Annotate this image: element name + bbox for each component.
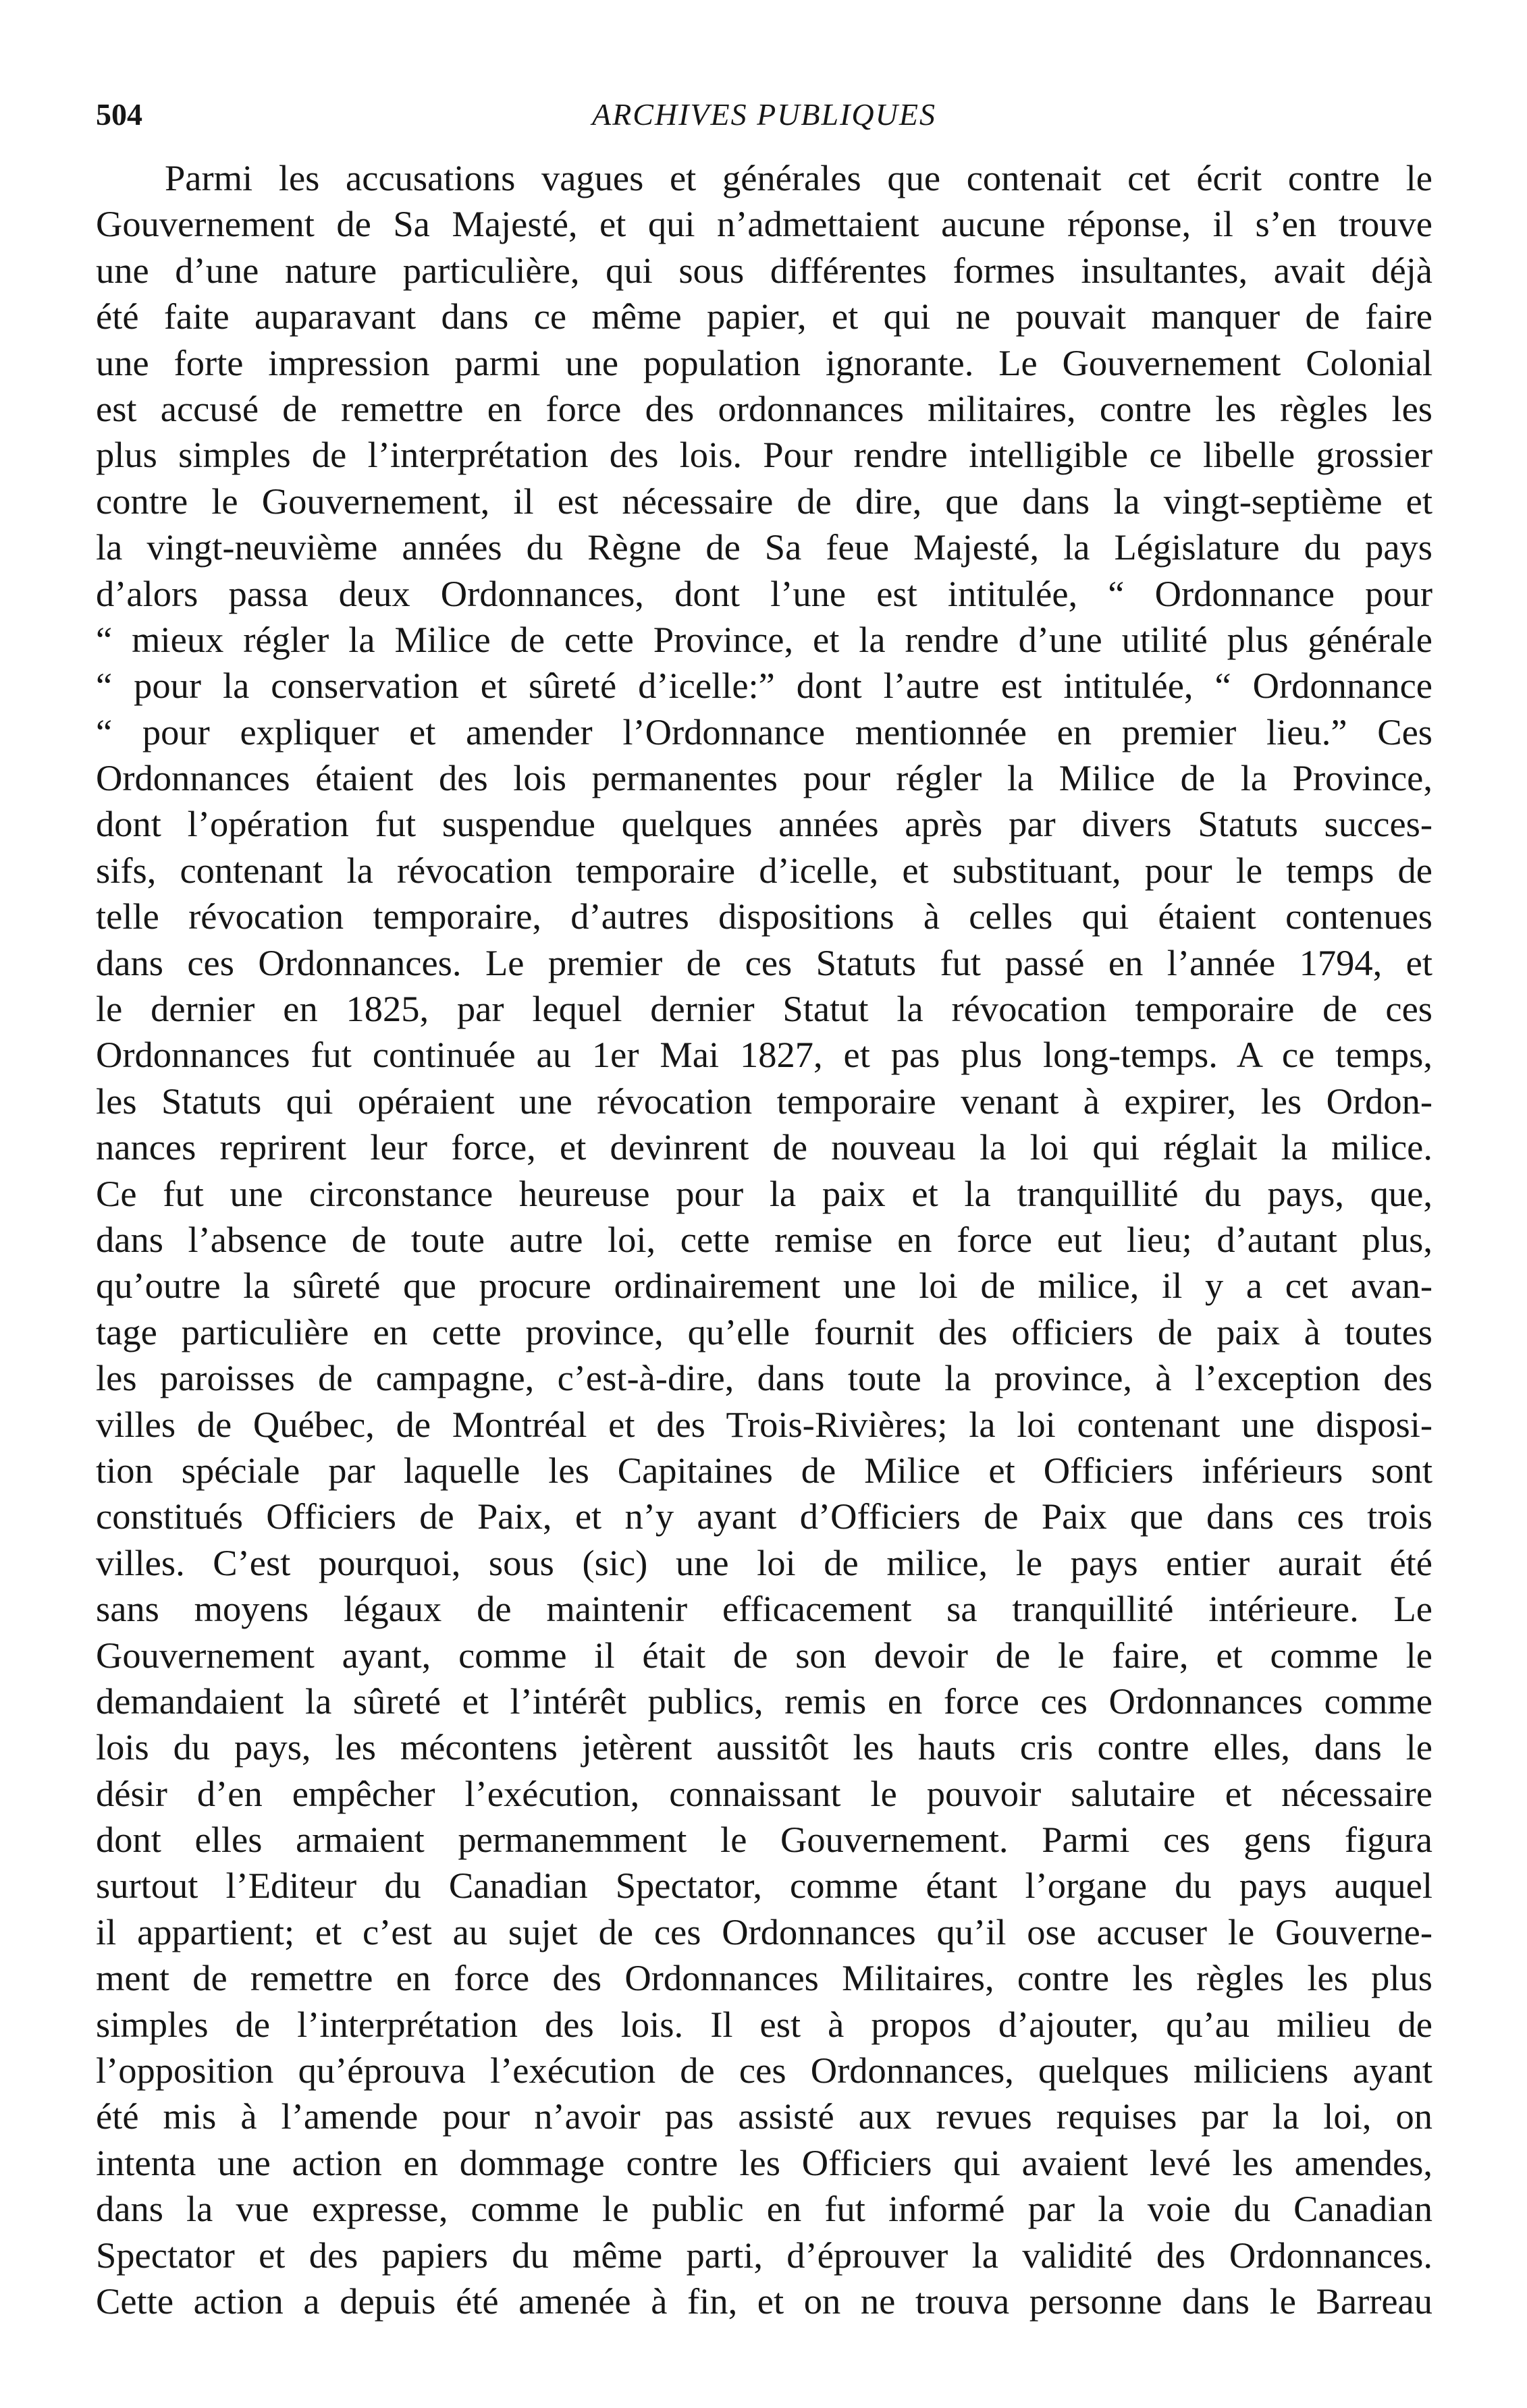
text-line: constitués Officiers de Paix, et n’y ayant d’Officiers de Paix que dans ces trois [96, 1496, 1432, 1537]
text-line: dans la vue expresse, comme le public en fut informé par la voie du Canadian [96, 2188, 1432, 2230]
text-line: sans moyens légaux de maintenir efficacement sa tranquillité intérieure. Le [96, 1588, 1432, 1630]
text-line: Cette action a depuis été amenée à fin, et on ne trouva personne dans le Barreau [96, 2280, 1432, 2322]
text-line: dont elles armaient permanemment le Gouvernement. Parmi ces gens figura [96, 1819, 1432, 1861]
text-line: est accusé de remettre en force des ordonnances militaires, contre les règles les [96, 387, 1432, 429]
text-line: tion spéciale par laquelle les Capitaines de Milice et Officiers inférieurs sont [96, 1449, 1432, 1491]
text-line: une d’une nature particulière, qui sous différentes formes insultantes, avait déjà [96, 249, 1432, 291]
body-paragraph [96, 155, 1432, 2324]
text-line: intenta une action en dommage contre les Officiers qui avaient levé les amendes, [96, 2141, 1432, 2183]
running-title: ARCHIVES PUBLIQUES [592, 97, 936, 132]
text-line: Ordonnances fut continuée au 1er Mai 1827, et pas plus long-temps. A ce temps, [96, 1034, 1432, 1076]
text-line: le dernier en 1825, par lequel dernier Statut la révocation temporaire de ces [96, 988, 1432, 1030]
text-line: sifs, contenant la révocation temporaire d’icelle, et substituant, pour le temps de [96, 849, 1432, 891]
text-line: d’alors passa deux Ordonnances, dont l’une est intitulée, “ Ordonnance pour [96, 572, 1432, 614]
text-line: été faite auparavant dans ce même papier, et qui ne pouvait manquer de faire [96, 296, 1432, 337]
text-line: l’opposition qu’éprouva l’exécution de ces Ordonnances, quelques miliciens ayant [96, 2050, 1432, 2091]
text-line: simples de l’interprétation des lois. Il est à propos d’ajouter, qu’au milieu de [96, 2003, 1432, 2045]
text-line: contre le Gouvernement, il est nécessaire de dire, que dans la vingt-septième et [96, 480, 1432, 522]
text-line: dont l’opération fut suspendue quelques années après par divers Statuts succes- [96, 803, 1432, 845]
text-line: une forte impression parmi une population ignorante. Le Gouvernement Colonial [96, 341, 1432, 383]
text-line: la vingt-neuvième années du Règne de Sa feue Majesté, la Législature du pays [96, 526, 1432, 568]
text-line: demandaient la sûreté et l’intérêt publics, remis en force ces Ordonnances comme [96, 1680, 1432, 1722]
text-line: Gouvernement ayant, comme il était de son devoir de le faire, et comme le [96, 1634, 1432, 1676]
text-line: les paroisses de campagne, c’est-à-dire, dans toute la province, à l’exception des [96, 1357, 1432, 1399]
text-line: telle révocation temporaire, d’autres dispositions à celles qui étaient contenues [96, 896, 1432, 937]
text-line: ment de remettre en force des Ordonnances Militaires, contre les règles les plus [96, 1957, 1432, 1999]
text-line: villes de Québec, de Montréal et des Trois-Rivières; la loi contenant une disposi- [96, 1403, 1432, 1445]
text-line: qu’outre la sûreté que procure ordinairement une loi de milice, il y a cet avan- [96, 1265, 1432, 1307]
text-line: désir d’en empêcher l’exécution, connaissant le pouvoir salutaire et nécessaire [96, 1772, 1432, 1814]
text-line: lois du pays, les mécontens jetèrent aussitôt les hauts cris contre elles, dans le [96, 1726, 1432, 1768]
text-line: Ordonnances étaient des lois permanentes pour régler la Milice de la Province, [96, 757, 1432, 799]
text-line: il appartient; et c’est au sujet de ces Ordonnances qu’il ose accuser le Gouverne- [96, 1911, 1432, 1952]
text-line: “ pour la conservation et sûreté d’icelle:” dont l’autre est intitulée, “ Ordonnance [96, 665, 1432, 707]
text-line: les Statuts qui opéraient une révocation temporaire venant à expirer, les Ordon- [96, 1080, 1432, 1122]
text-line: plus simples de l’interprétation des lois. Pour rendre intelligible ce libelle grossier [96, 434, 1432, 476]
text-line: tage particulière en cette province, qu’elle fournit des officiers de paix à toutes [96, 1311, 1432, 1352]
text-line: dans l’absence de toute autre loi, cette remise en force eut lieu; d’autant plus, [96, 1218, 1432, 1260]
page-header [96, 94, 1432, 135]
text-line: Gouvernement de Sa Majesté, et qui n’admettaient aucune réponse, il s’en trouve [96, 203, 1432, 245]
page-number: 504 [96, 97, 142, 132]
text-line: nances reprirent leur force, et devinrent de nouveau la loi qui réglait la milice. [96, 1126, 1432, 1168]
text-line: dans ces Ordonnances. Le premier de ces Statuts fut passé en l’année 1794, et [96, 941, 1432, 983]
text-line: Parmi les accusations vagues et générales que contenait cet écrit contre le [165, 157, 1432, 198]
text-line: Spectator et des papiers du même parti, d’éprouver la validité des Ordonnances. [96, 2234, 1432, 2276]
text-line: été mis à l’amende pour n’avoir pas assisté aux revues requises par la loi, on [96, 2096, 1432, 2137]
text-line: “ mieux régler la Milice de cette Province, et la rendre d’une utilité plus générale [96, 618, 1432, 660]
text-line: “ pour expliquer et amender l’Ordonnance mentionnée en premier lieu.” Ces [96, 711, 1432, 752]
text-line: villes. C’est pourquoi, sous (sic) une loi de milice, le pays entier aurait été [96, 1541, 1432, 1583]
text-line: Ce fut une circonstance heureuse pour la paix et la tranquillité du pays, que, [96, 1172, 1432, 1214]
text-line: surtout l’Editeur du Canadian Spectator, comme étant l’organe du pays auquel [96, 1865, 1432, 1907]
